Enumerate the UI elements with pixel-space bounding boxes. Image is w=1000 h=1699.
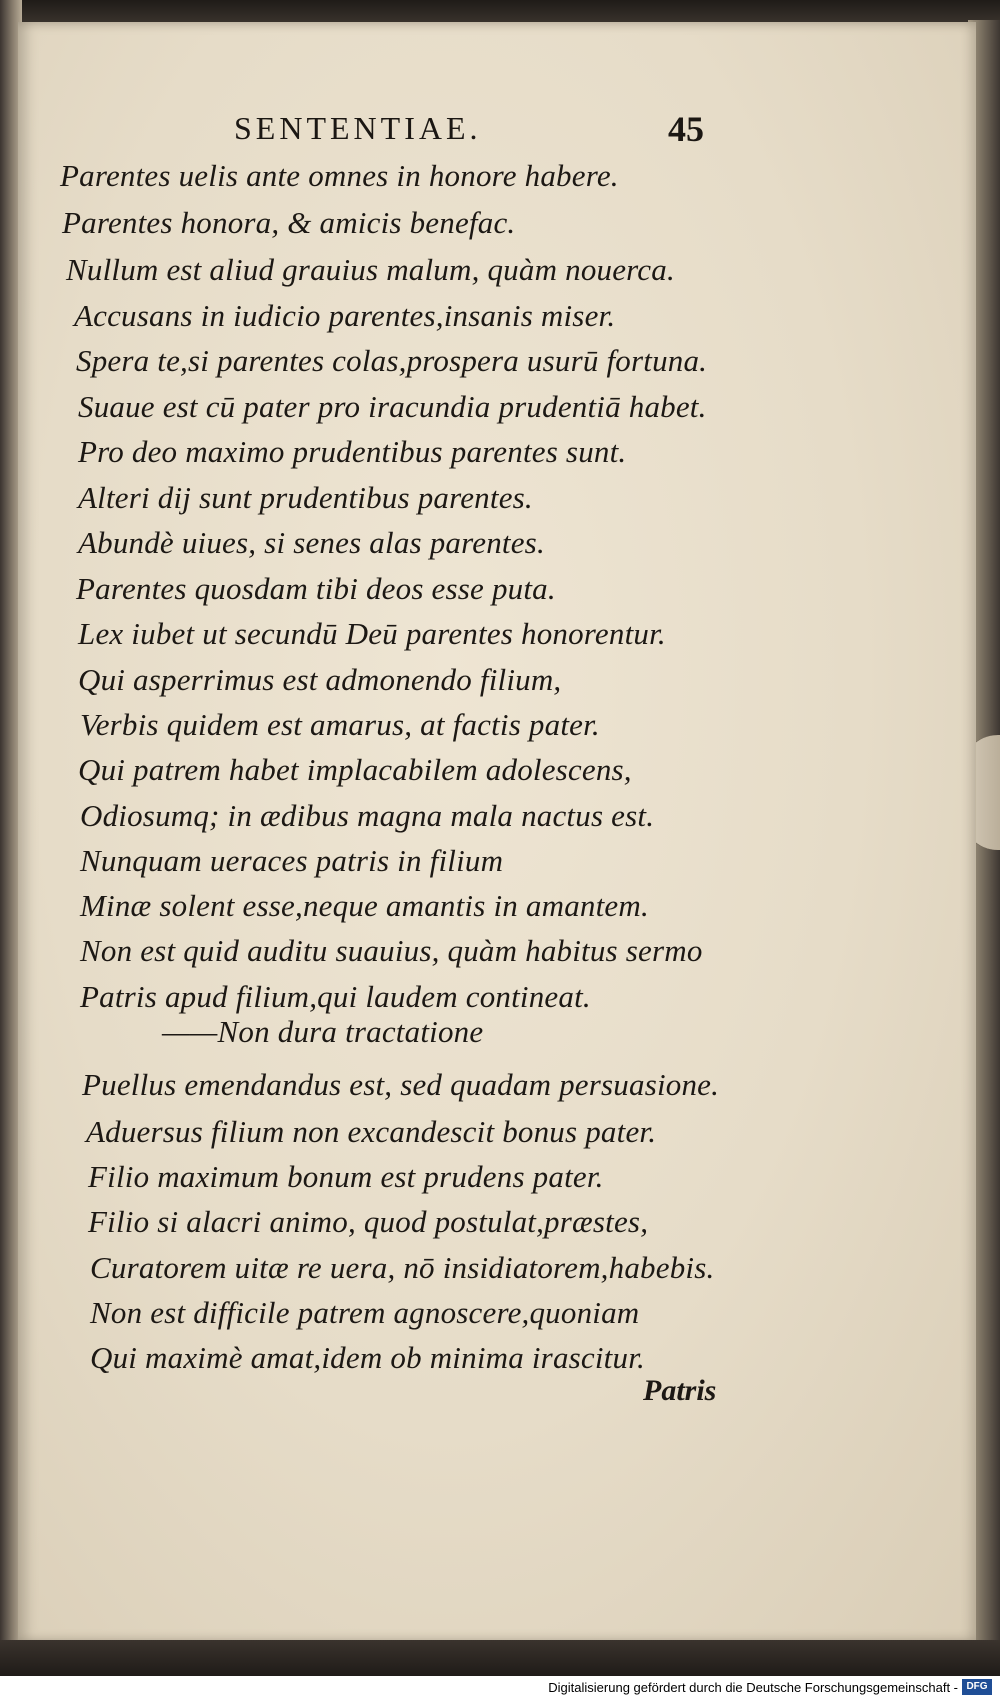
text-line: Parentes honora, & amicis benefac.: [62, 205, 516, 240]
page-number: 45: [668, 109, 704, 149]
text-line: Non est difficile patrem agnoscere,quoniam: [90, 1295, 640, 1330]
text-line: Nullum est aliud grauius malum, quàm nouerca.: [66, 252, 675, 287]
running-head: SENTENTIAE.: [234, 110, 482, 146]
text-line: Verbis quidem est amarus, at factis pater.: [80, 707, 600, 742]
text-line: Pro deo maximo prudentibus parentes sunt.: [78, 434, 627, 469]
text-line: ——Non dura tractatione: [162, 1014, 484, 1049]
catchword: Patris: [643, 1374, 717, 1407]
text-line: Filio maximum bonum est prudens pater.: [88, 1159, 604, 1194]
text-line: Abundè uiues, si senes alas parentes.: [78, 525, 545, 560]
text-line: Filio si alacri animo, quod postulat,præstes,: [88, 1204, 649, 1239]
text-line: Nunquam ueraces patris in filium: [80, 843, 504, 878]
text-line: Spera te,si parentes colas,prospera usurū fortuna.: [76, 343, 708, 378]
text-line: Qui patrem habet implacabilem adolescens,: [78, 752, 632, 787]
text-line: Patris apud filium,qui laudem contineat.: [80, 979, 591, 1014]
book-bottom-shadow: [0, 1640, 1000, 1676]
text-line: Accusans in iudicio parentes,insanis miser.: [74, 298, 616, 333]
text-line: Qui asperrimus est admonendo filium,: [78, 662, 562, 697]
text-line: Minæ solent esse,neque amantis in amantem.: [80, 888, 649, 923]
text-line: Odiosumq; in ædibus magna mala nactus est.: [80, 798, 655, 833]
text-line: Parentes uelis ante omnes in honore habere.: [60, 158, 619, 193]
text-line: Puellus emendandus est, sed quadam persuasione.: [82, 1067, 720, 1102]
book-top-shadow: [0, 0, 1000, 24]
text-line: Aduersus filium non excandescit bonus pater.: [86, 1114, 657, 1149]
dfg-logo: DFG: [962, 1679, 992, 1695]
footer-credit: Digitalisierung gefördert durch die Deutsche Forschungsgemeinschaft -: [548, 1680, 958, 1695]
text-line: Qui maximè amat,idem ob minima irascitur.: [90, 1340, 645, 1375]
text-line: Suaue est cū pater pro iracundia prudentiā habet.: [78, 389, 707, 424]
text-line: Curatorem uitæ re uera, nō insidiatorem,habebis.: [90, 1250, 715, 1285]
text-line: Lex iubet ut secundū Deū parentes honorentur.: [78, 616, 666, 651]
text-line: Parentes quosdam tibi deos esse puta.: [76, 571, 556, 606]
text-line: Non est quid auditu suauius, quàm habitus sermo: [80, 933, 703, 968]
digitization-footer: [0, 1676, 1000, 1699]
text-line: Alteri dij sunt prudentibus parentes.: [78, 480, 533, 515]
